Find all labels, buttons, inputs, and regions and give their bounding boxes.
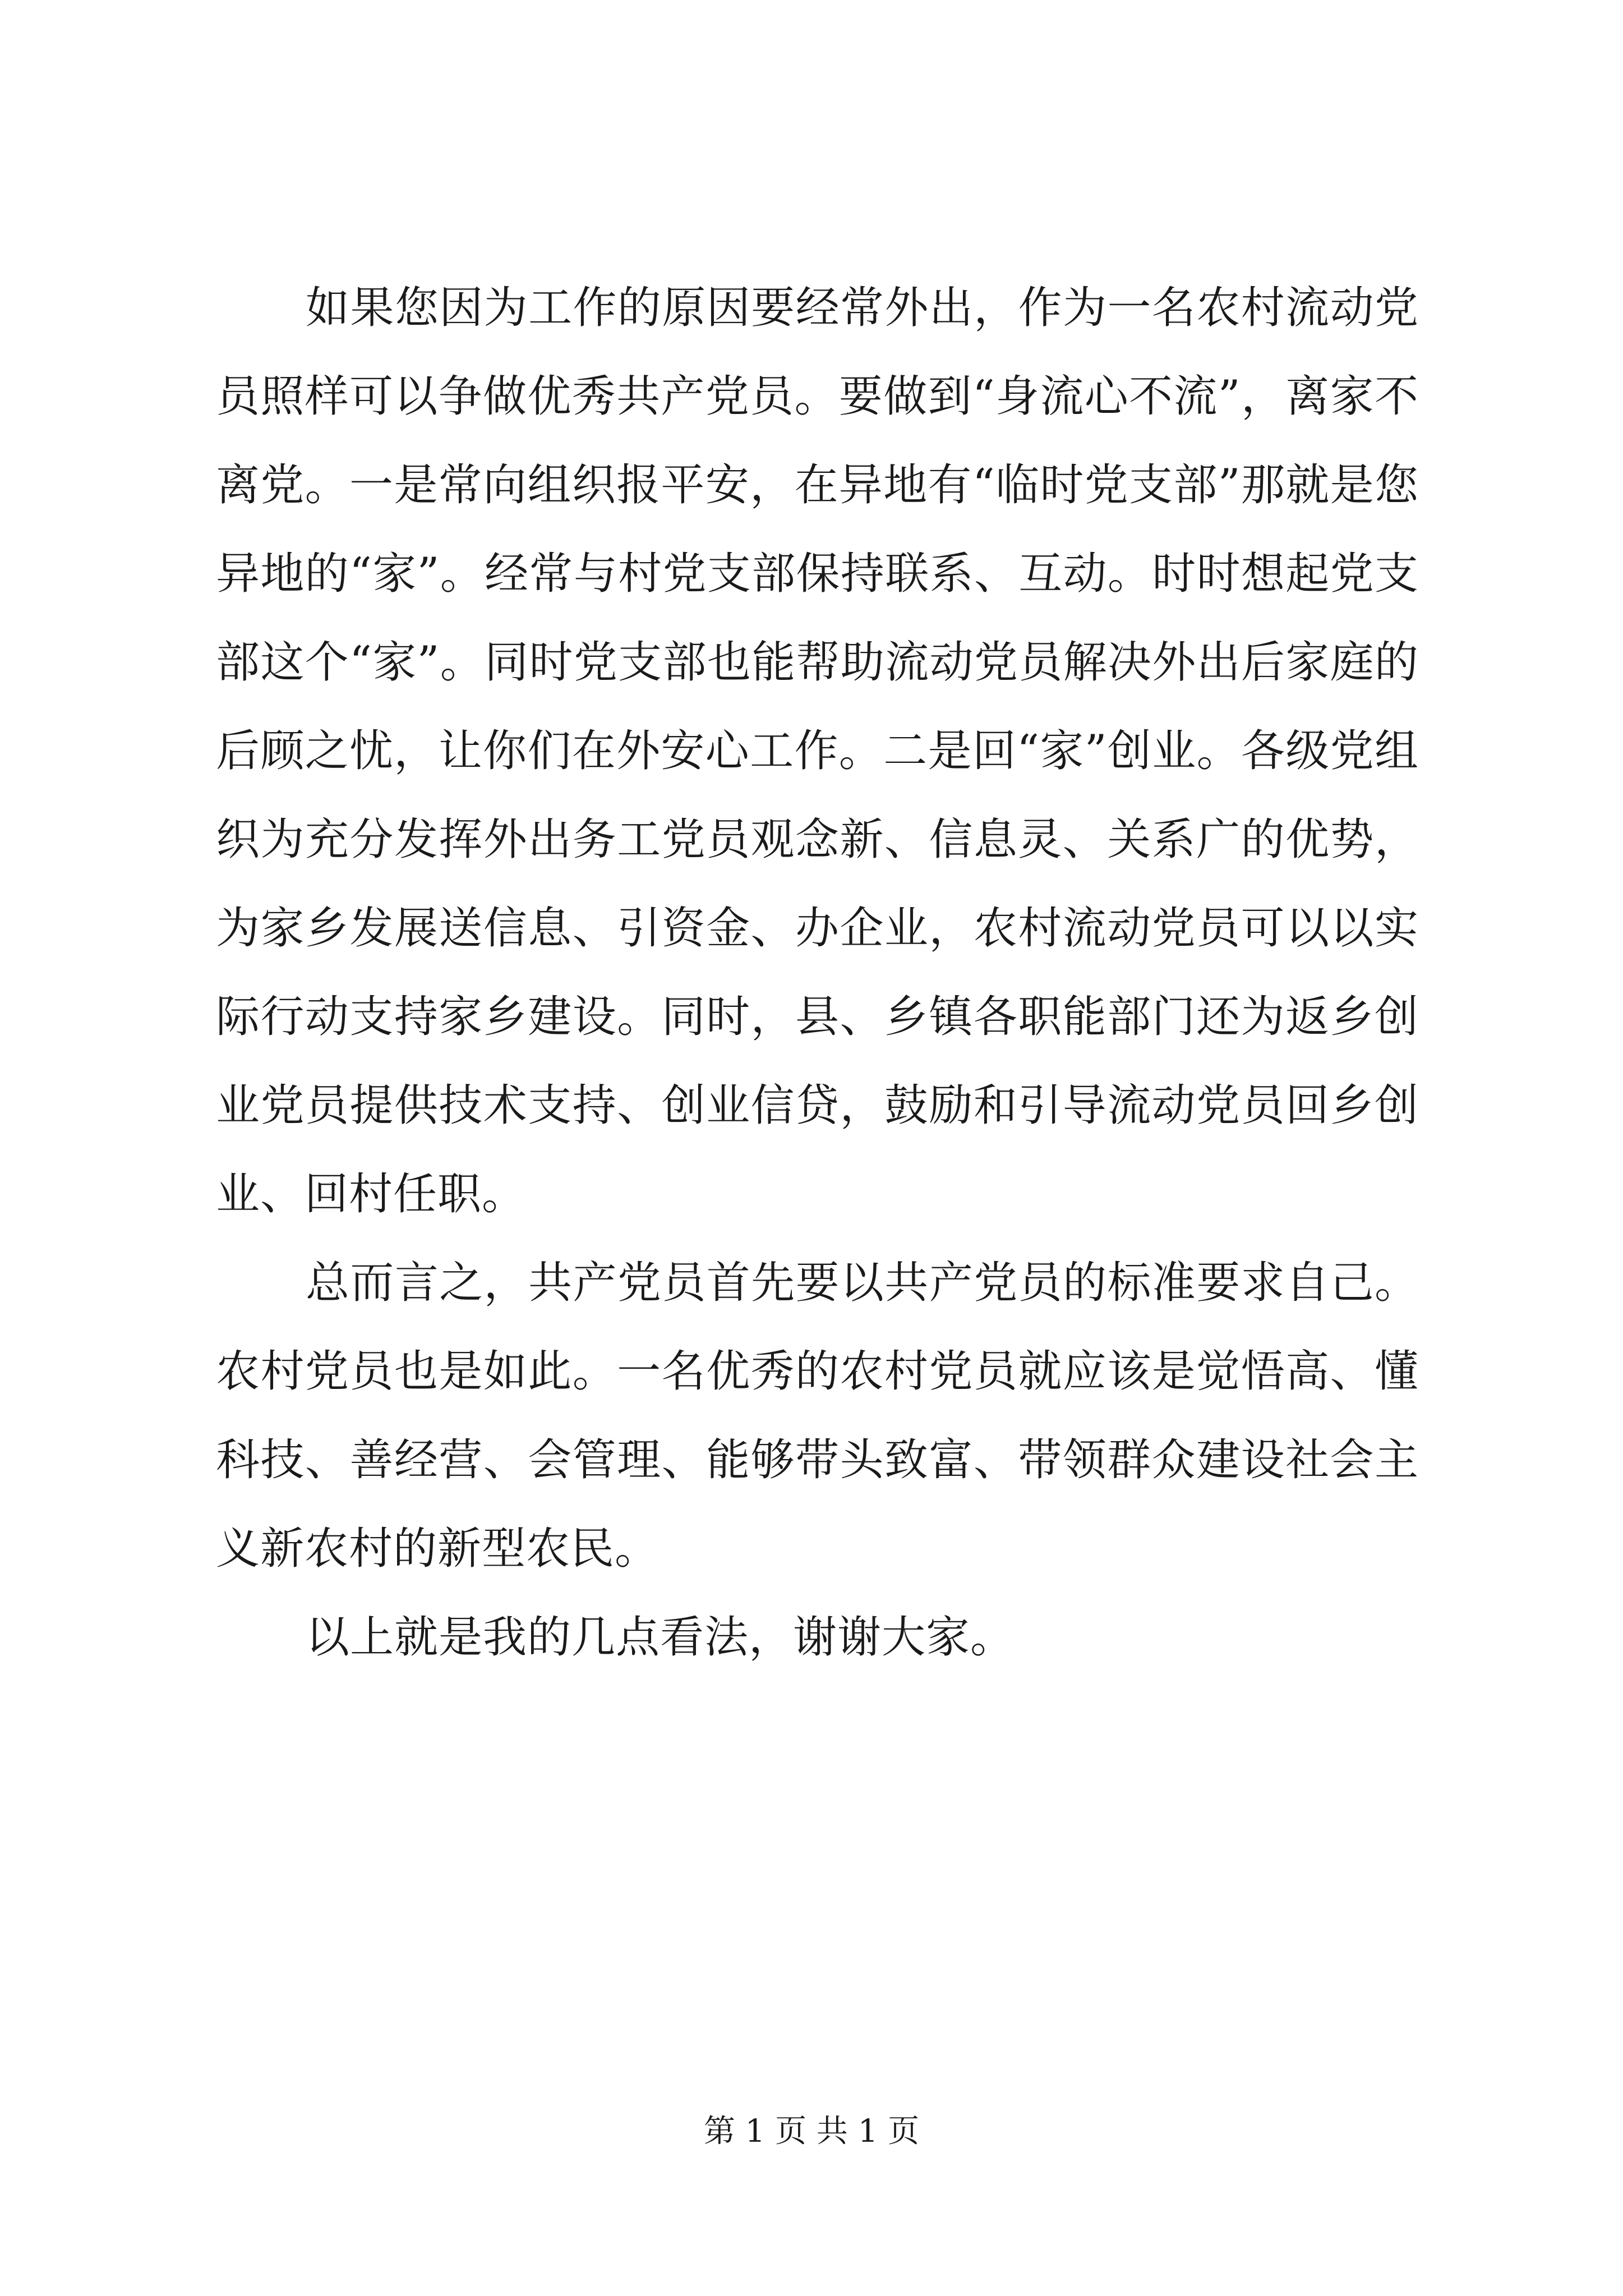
- document-body: [216, 264, 1419, 1682]
- paragraph-1: 如果您因为工作的原因要经常外出，作为一名农村流动党员照样可以争做优秀共产党员。要做到“身流心不流”，离家不离党。一是常向组织报平安，在异地有“临时党支部”那就是您异地的“家”。经常与村党支部保持联系、互动。时时想起党支部这个“家”。同时党支部也能帮助流动党员解决外出后家庭的后顾之忧，让你们在外安心工作。二是回“家”创业。各级党组织为充分发挥外出务工党员观念新、信息灵、关系广的优势，为家乡发展送信息、引资金、办企业，农村流动党员可以以实际行动支持家乡建设。同时，县、乡镇各职能部门还为返乡创业党员提供技术支持、创业信贷，鼓励和引导流动党员回乡创业、回村任职。: [216, 283, 1419, 1220]
- paragraph-3: 以上就是我的几点看法，谢谢大家。: [306, 1612, 1015, 1663]
- paragraph-2: 总而言之，共产党员首先要以共产党员的标准要求自己。农村党员也是如此。一名优秀的农村党员就应该是觉悟高、懂科技、善经营、会管理、能够带头致富、带领群众建设社会主义新农村的新型农民。: [216, 1258, 1419, 1574]
- page-footer: 第 1 页 共 1 页: [703, 2113, 920, 2150]
